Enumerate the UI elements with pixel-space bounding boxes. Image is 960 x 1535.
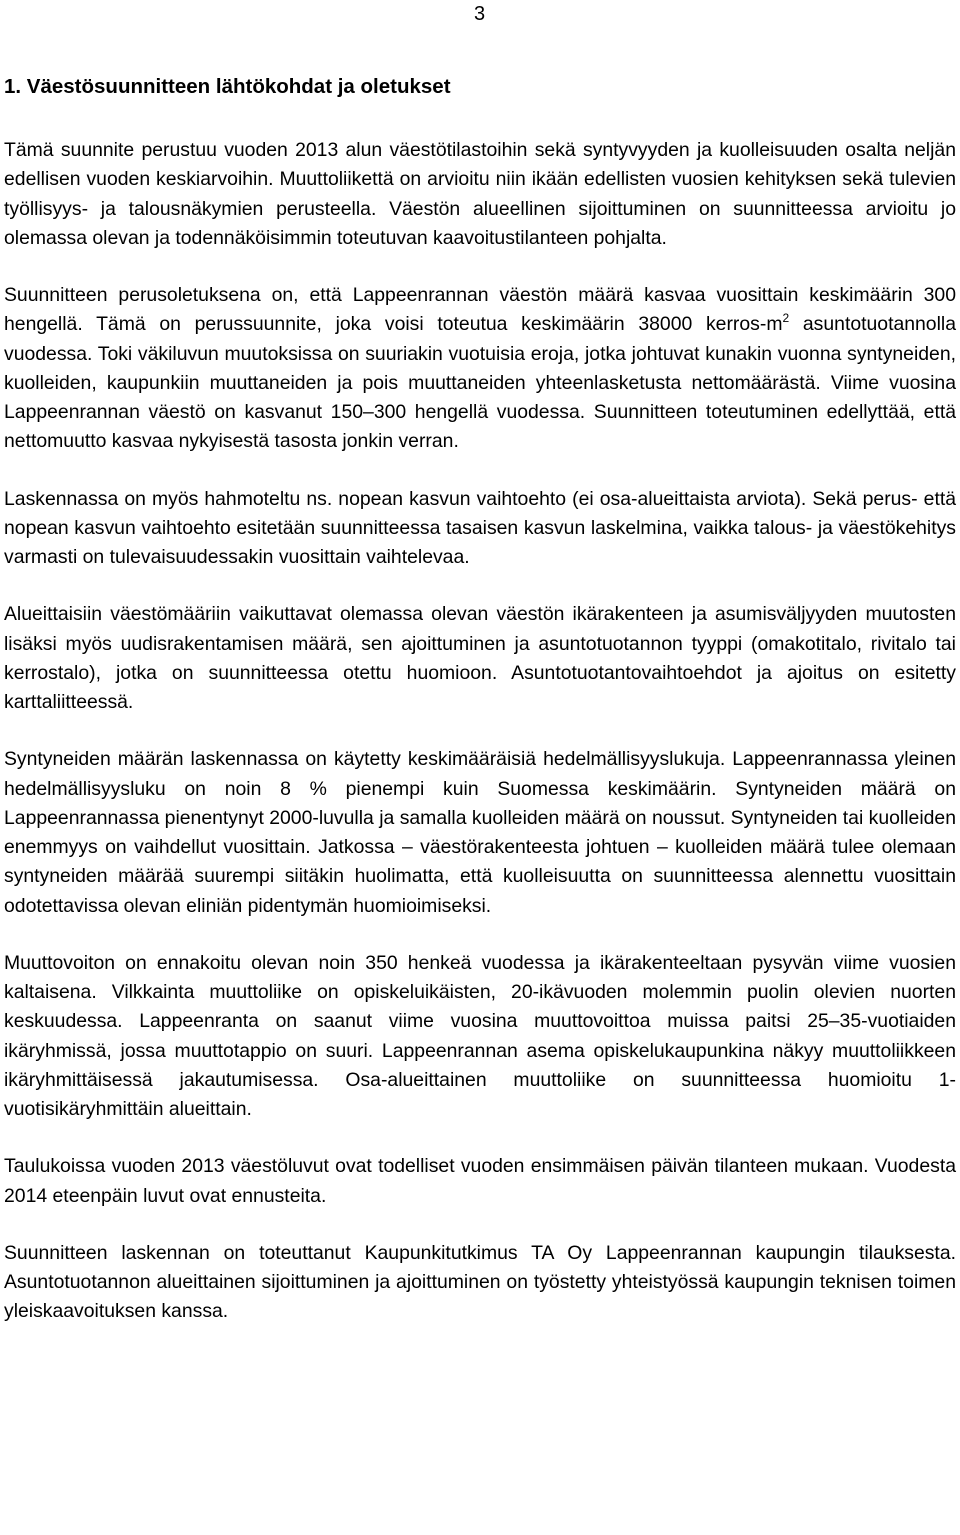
paragraph-assumption (4, 281, 956, 457)
superscript-two: 2 (782, 311, 790, 326)
paragraph-migration: Muuttovoiton on ennakoitu olevan noin 350 henkeä vuodessa ja ikärakenteeltaan pysyvän viime vuosien kaltaisena. Vilkkainta muuttoliike on opiskeluikäisten, 20-ikävuoden molemmin puolin olevien nuorten keskuudessa. Lappeenranta on saanut viime vuosina muuttovoittoa muissa paitsi 25–35-vuotiaiden ikäryhmissä, jossa muuttotappio on suuri. Lappeenrannan asema opiskelukaupunkina näkyy muuttoliikkeen ikäryhmittäisessä jakautumisessa. Osa-alueittainen muuttoliike on suunnitteessa huomioitu 1-vuotisikäryhmittäin alueittain. (4, 951, 956, 1120)
section-heading: 1. Väestösuunnitteen lähtökohdat ja oletukset (4, 75, 451, 98)
paragraph-assumption-part2: asuntotuotannolla vuodessa. Toki väkiluvun muutoksissa on suuriakin vuotuisia eroja, jotka johtuvat kunakin vuonna syntyneiden, kuolleiden, kaupunkiin muuttaneiden ja pois muuttaneiden yhteenlasketusta nettomäärästä. Viime vuosina Lappeenrannan väestö on kasvanut 150–300 hengellä vuodessa. Suunnitteen toteutuminen edellyttää, että nettomuutto kasvaa nykyisestä tasosta jonkin verran. (4, 313, 956, 453)
body-text (4, 136, 956, 1355)
paragraph-fast-growth: Laskennassa on myös hahmoteltu ns. nopean kasvun vaihtoehto (ei osa-alueittaista arviota). Sekä perus- että nopean kasvun vaihtoehto esitetään suunnitteessa tasaisen kasvun laskelmina, vaikka talous- ja väestökehitys varmasti on tulevaisuudessakin vuosittain vaihtelevaa. (4, 487, 956, 568)
paragraph-regional: Alueittaisiin väestömääriin vaikuttavat olemassa olevan väestön ikärakenteen ja asumisväljyyden muutosten lisäksi myös uudisrakentamisen määrä, sen ajoittuminen ja asuntotuotannon tyyppi (omakotitalo, rivitalo tai kerrostalo), jotka on suunnitteessa otettu huomioon. Asuntotuotantovaihtoehdot ja ajoitus on esitetty karttaliitteessä. (4, 603, 956, 713)
paragraph-births: Syntyneiden määrän laskennassa on käytetty keskimääräisiä hedelmällisyyslukuja. Lappeenrannassa yleinen hedelmällisyysluku on noin 8 % pienempi kuin Suomessa keskimäärin. Syntyneiden määrä on Lappeenrannassa pienentynyt 2000-luvulla ja samalla kuolleiden määrä on noussut. Syntyneiden tai kuolleiden enemmyys on vaihdellut vuosittain. Jatkossa – väestörakenteesta johtuen – kuolleiden määrä tulee olemaan syntyneiden määrää suurempi siitäkin huolimatta, että kuolleisuutta on suunnitteessa alennettu vuosittain odotettavissa olevan eliniän pidentymän huomioimiseksi. (4, 748, 956, 917)
page-number: 3 (474, 3, 486, 25)
paragraph-tables: Taulukoissa vuoden 2013 väestöluvut ovat todelliset vuoden ensimmäisen päivän tilanteen mukaan. Vuodesta 2014 eteenpäin luvut ovat ennusteita. (4, 1155, 956, 1207)
paragraph-credits: Suunnitteen laskennan on toteuttanut Kaupunkitutkimus TA Oy Lappeenrannan kaupungin tilauksesta. Asuntotuotannon alueittainen sijoittuminen ja ajoittuminen on työstetty yhteistyössä kaupungin teknisen toimen yleiskaavoituksen kanssa. (4, 1241, 956, 1323)
paragraph-basis: Tämä suunnite perustuu vuoden 2013 alun väestötilastoihin sekä syntyvyyden ja kuolleisuuden osalta neljän edellisen vuoden keskiarvoihin. Muuttoliikettä on arvioitu niin ikään edellisten vuosien kehityksen sekä tulevien työllisyys- ja talousnäkymien perusteella. Väestön alueellinen sijoittuminen on suunnitteessa arvioitu jo olemassa olevan ja todennäköisimmin toteutuvan kaavoitustilanteen pohjalta. (4, 139, 956, 249)
paragraph-assumption-part1: Suunnitteen perusoletuksena on, että Lappeenrannan väestön määrä kasvaa vuosittain keskimäärin 300 hengellä. Tämä on perussuunnite, joka voisi toteutua keskimäärin 38000 kerros-m (4, 284, 956, 336)
